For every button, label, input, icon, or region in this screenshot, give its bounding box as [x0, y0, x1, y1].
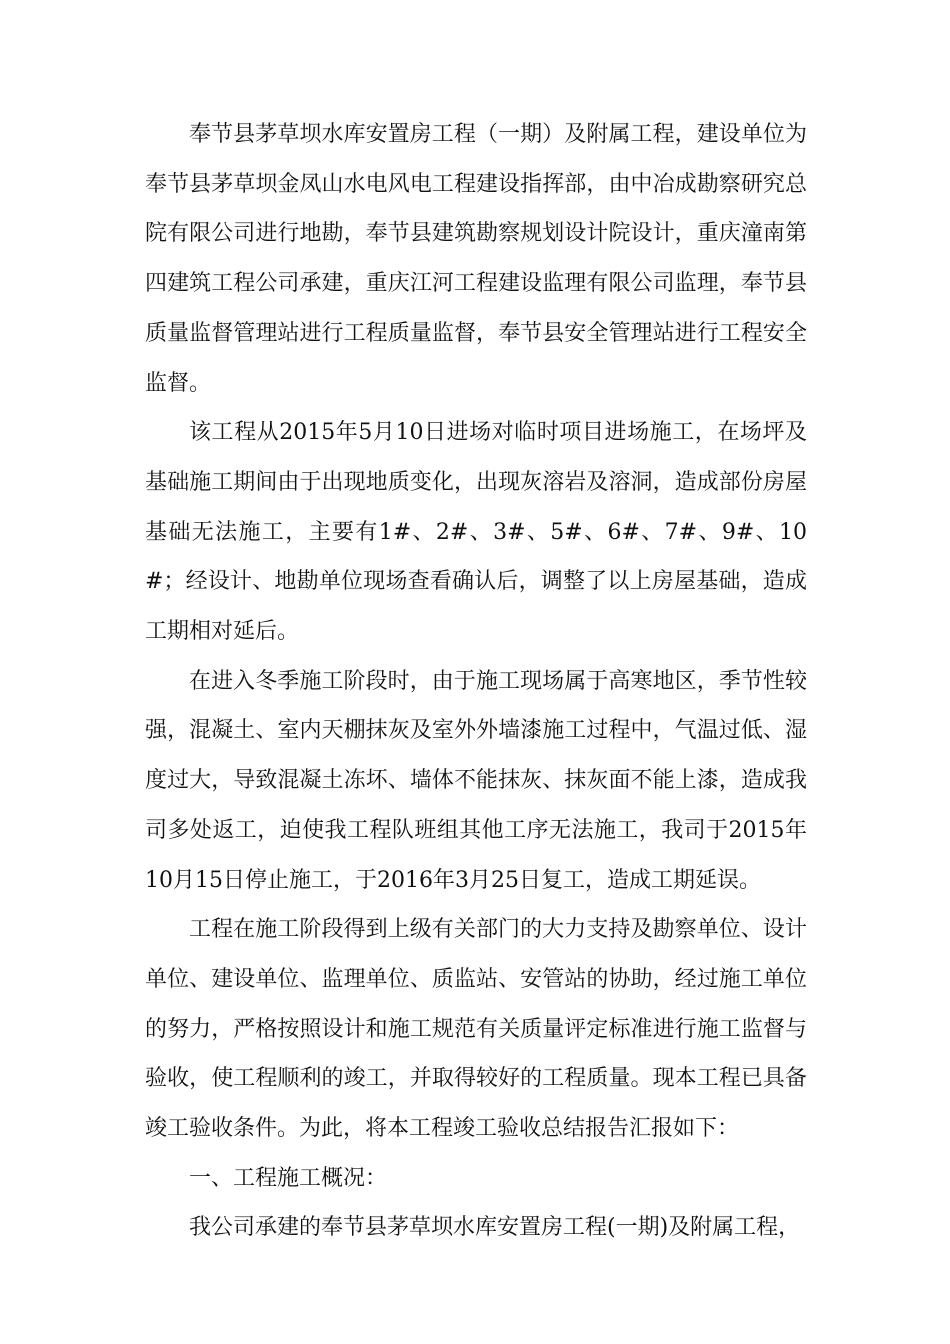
section-heading-overview: 一、工程施工概况：: [189, 1165, 388, 1191]
document-body: [145, 110, 807, 1253]
paragraph-winter-delay: 在进入冬季施工阶段时，由于施工现场属于高寒地区，季节性较强，混凝土、室内天棚抹灰及室外外墙漆施工过程中，气温过低、湿度过大，导致混凝土冻坏、墙体不能抹灰、抹灰面不能上漆，造成我司多处返工，迫使我工程队班组其他工序无法施工，我司于2015年10月15日停止施工，于2016年3月25日复工，造成工期延误。: [145, 668, 807, 893]
paragraph-project-parties: 奉节县茅草坝水库安置房工程（一期）及附属工程，建设单位为奉节县茅草坝金凤山水电风电工程建设指挥部，由中冶成勘察研究总院有限公司进行地勘，奉节县建筑勘察规划设计院设计，重庆潼南第四建筑工程公司承建，重庆江河工程建设监理有限公司监理，奉节县质量监督管理站进行工程质量监督，奉节县安全管理站进行工程安全监督。: [145, 122, 807, 396]
paragraph-acceptance-summary: 工程在施工阶段得到上级有关部门的大力支持及勘察单位、设计单位、建设单位、监理单位、质监站、安管站的协助，经过施工单位的努力，严格按照设计和施工规范有关质量评定标准进行施工监督与验收，使工程顺利的竣工，并取得较好的工程质量。现本工程已具备竣工验收条件。为此，将本工程竣工验收总结报告汇报如下：: [145, 917, 807, 1142]
paragraph-overview-start: 我公司承建的奉节县茅草坝水库安置房工程(一期)及附属工程，: [189, 1215, 801, 1241]
paragraph-foundation-delay: 该工程从2015年5月10日进场对临时项目进场施工，在场坪及基础施工期间由于出现地质变化，出现灰溶岩及溶洞，造成部份房屋基础无法施工，主要有1#、2#、3#、5#、6#、7#、9#、10#；经设计、地勘单位现场查看确认后，调整了以上房屋基础，造成工期相对延后。: [145, 420, 807, 645]
